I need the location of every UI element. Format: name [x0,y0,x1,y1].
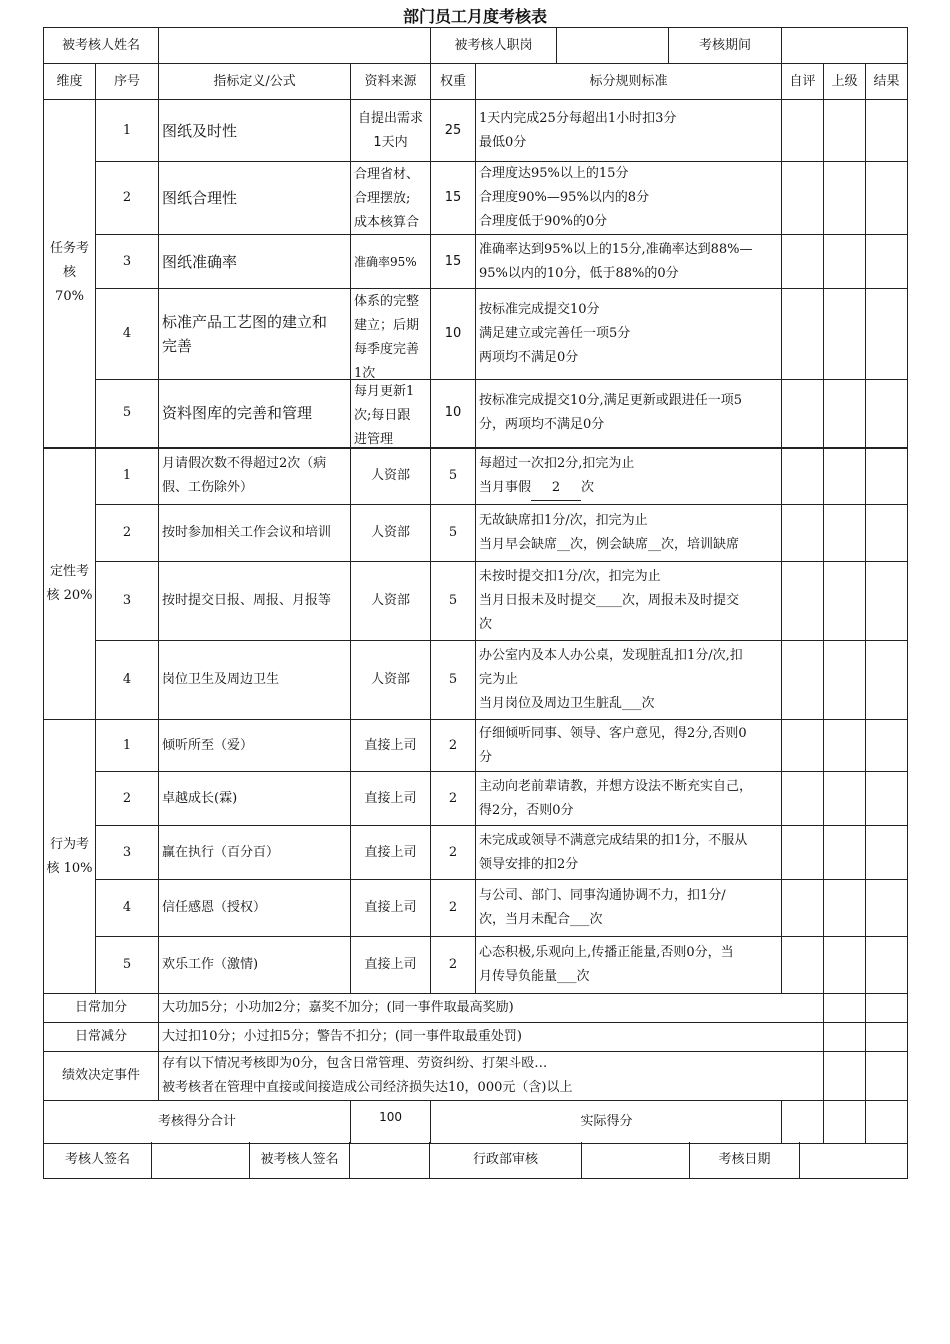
result-field[interactable] [866,720,908,772]
table-row [44,448,908,505]
row-weight: 10 [431,380,476,448]
dim-qual: 定性考 核 20% [44,448,96,720]
blank-cell [866,1101,908,1144]
daily-sub-result-field[interactable] [866,1023,908,1052]
sup-score-field[interactable] [824,562,866,641]
dim-behav: 行为考 核 10% [44,720,96,994]
row-src: 直接上司 [351,720,431,772]
row-no: 4 [96,289,159,380]
assessor-sign-label: 考核人签名 [44,1142,152,1178]
table-row [44,720,908,772]
row-def: 倾听所至（爱） [159,720,351,772]
daily-sub-sup-field[interactable] [824,1023,866,1052]
row-weight: 15 [431,162,476,235]
self-score-field[interactable] [782,235,824,289]
row-def: 标准产品工艺图的建立和 完善 [159,289,351,380]
self-score-field[interactable] [782,826,824,880]
sup-score-field[interactable] [824,772,866,826]
row-def: 卓越成长(霖) [159,772,351,826]
result-field[interactable] [866,880,908,937]
row-rule: 与公司、部门、同事沟通协调不力，扣1分/ 次，当月未配合___次 [476,880,782,937]
col-self: 自评 [782,64,824,100]
row-src: 直接上司 [351,880,431,937]
name-label: 被考核人姓名 [44,28,159,64]
self-score-field[interactable] [782,162,824,235]
sup-score-field[interactable] [824,289,866,380]
decisive-result-field[interactable] [866,1052,908,1101]
blank-cell [824,1101,866,1144]
col-no: 序号 [96,64,159,100]
decisive-sup-field[interactable] [824,1052,866,1101]
daily-sub-text: 大过扣10分；小过扣5分；警告不扣分；(同一事件取最重处罚) [159,1023,824,1052]
self-score-field[interactable] [782,720,824,772]
result-field[interactable] [866,162,908,235]
row-src: 人资部 [351,641,431,720]
table-row [44,505,908,562]
row-no: 1 [96,100,159,162]
row-rule: 按标准完成提交10分 满足建立或完善任一项5分 两项均不满足0分 [476,289,782,380]
assessee-sign-label: 被考核人签名 [250,1142,350,1178]
row-src: 体系的完整 建立；后期 每季度完善 1次 [351,289,431,380]
row-weight: 15 [431,235,476,289]
row-weight: 2 [431,937,476,994]
result-field[interactable] [866,937,908,994]
row-def: 欢乐工作（激情) [159,937,351,994]
row-src: 自提出需求 1天内 [351,100,431,162]
row-src: 合理省材、 合理摆放; 成本核算合 [351,162,431,235]
row-no: 2 [96,505,159,562]
table-row [44,641,908,720]
row-no: 4 [96,880,159,937]
row-rule: 主动向老前辈请教，并想方设法不断充实自己， 得2分，否则0分 [476,772,782,826]
table-row [44,1101,908,1144]
self-score-field[interactable] [782,772,824,826]
self-score-field[interactable] [782,289,824,380]
row-rule: 每超过一次扣2分,扣完为止 当月事假 2 次 [476,448,782,505]
row-def: 图纸合理性 [159,162,351,235]
sup-score-field[interactable] [824,641,866,720]
page-title: 部门员工月度考核表 [402,7,547,26]
table-row [44,1052,908,1101]
leave-count-field[interactable]: 2 [531,476,581,501]
row-no: 1 [96,720,159,772]
row-def: 月请假次数不得超过2次（病 假、工伤除外） [159,448,351,505]
row-weight: 5 [431,562,476,641]
result-field[interactable] [866,100,908,162]
row-no: 1 [96,448,159,505]
table-row [44,380,908,448]
sup-score-field[interactable] [824,505,866,562]
row-rule: 合理度达95%以上的15分 合理度90%—95%以内的8分 合理度低于90%的0分 [476,162,782,235]
table-row [44,235,908,289]
row-rule: 办公室内及本人办公桌，发现脏乱扣1分/次,扣 完为止 当月岗位及周边卫生脏乱___次 [476,641,782,720]
result-field[interactable] [866,562,908,641]
col-result: 结果 [866,64,908,100]
daily-add-label: 日常加分 [44,994,159,1023]
row-def: 资料图库的完善和管理 [159,380,351,448]
row-def: 赢在执行（百分百） [159,826,351,880]
row-rule: 心态积极,乐观向上,传播正能量,否则0分，当 月传导负能量___次 [476,937,782,994]
row-rule: 仔细倾听同事、领导、客户意见，得2分,否则0 分 [476,720,782,772]
self-score-field[interactable] [782,937,824,994]
row-no: 5 [96,937,159,994]
row-weight: 10 [431,289,476,380]
row-weight: 25 [431,100,476,162]
dim-task: 任务考 核 70% [44,100,96,448]
row-src: 准确率95% [351,235,431,289]
row-weight: 5 [431,641,476,720]
daily-add-text: 大功加5分；小功加2分；嘉奖不加分；(同一事件取最高奖励) [159,994,824,1023]
col-rule: 标分规则标准 [476,64,782,100]
result-field[interactable] [866,505,908,562]
row-rule: 1天内完成25分每超出1小时扣3分 最低0分 [476,100,782,162]
row-weight: 5 [431,505,476,562]
table-row [44,100,908,162]
row-src: 人资部 [351,505,431,562]
table-row [44,562,908,641]
row-src: 人资部 [351,562,431,641]
row-weight: 2 [431,772,476,826]
col-dim: 维度 [44,64,96,100]
assessment-table [43,27,908,1144]
table-row [44,162,908,235]
result-field[interactable] [866,235,908,289]
row-src: 人资部 [351,448,431,505]
actual-score-label: 实际得分 [580,1114,633,1129]
self-score-field[interactable] [782,380,824,448]
col-def: 指标定义/公式 [159,64,351,100]
row-no: 4 [96,641,159,720]
self-score-field[interactable] [782,505,824,562]
result-field[interactable] [866,448,908,505]
sup-score-field[interactable] [824,235,866,289]
row-def: 信任感恩（授权） [159,880,351,937]
table-row [44,772,908,826]
sup-score-field[interactable] [824,380,866,448]
assessee-sign-field[interactable] [350,1142,430,1178]
row-no: 3 [96,562,159,641]
date-label: 考核日期 [690,1142,800,1178]
row-no: 2 [96,772,159,826]
row-weight: 2 [431,880,476,937]
daily-add-sup-field[interactable] [824,994,866,1023]
result-field[interactable] [866,826,908,880]
row-src: 每月更新1 次;每日跟 进管理 [351,380,431,448]
signature-table [43,1142,908,1179]
sup-score-field[interactable] [824,826,866,880]
post-label: 被考核人职岗 [431,28,557,63]
table-row [44,880,908,937]
row-src: 直接上司 [351,826,431,880]
row-rule: 按标准完成提交10分,满足更新或跟进任一项5 分，两项均不满足0分 [476,380,782,448]
sup-score-field[interactable] [824,162,866,235]
row-no: 3 [96,235,159,289]
table-row [44,826,908,880]
col-weight: 权重 [431,64,476,100]
total-value: 100 [351,1101,431,1144]
row-no: 3 [96,826,159,880]
self-score-field[interactable] [782,100,824,162]
post-value-field[interactable] [557,28,669,63]
row-weight: 2 [431,720,476,772]
row-def: 岗位卫生及周边卫生 [159,641,351,720]
decisive-label: 绩效决定事件 [44,1052,159,1101]
assessor-sign-field[interactable] [152,1142,250,1178]
row-weight: 2 [431,826,476,880]
sup-score-field[interactable] [824,937,866,994]
row-weight: 5 [431,448,476,505]
self-score-field[interactable] [782,641,824,720]
result-field[interactable] [866,641,908,720]
row-src: 直接上司 [351,772,431,826]
self-score-field[interactable] [782,562,824,641]
decisive-text: 存有以下情况考核即为0分，包含日常管理、劳资纠纷、打架斗殴… 被考核者在管理中直接或间接造成公司经济损失达10，000元（含)以上 [159,1052,824,1101]
daily-add-result-field[interactable] [866,994,908,1023]
table-row [44,994,908,1023]
period-value-field[interactable] [782,28,908,64]
sup-score-field[interactable] [824,448,866,505]
col-src: 资料来源 [351,64,431,100]
result-field[interactable] [866,380,908,448]
self-score-field[interactable] [782,448,824,505]
row-def: 图纸及时性 [159,100,351,162]
table-row [44,289,908,380]
row-rule: 无故缺席扣1分/次，扣完为止 当月早会缺席__次，例会缺席__次，培训缺席 [476,505,782,562]
total-label: 考核得分合计 [44,1101,351,1144]
row-rule: 准确率达到95%以上的15分,准确率达到88%— 95%以内的10分，低于88%的0分 [476,235,782,289]
row-rule: 未按时提交扣1分/次，扣完为止 当月日报未及时提交____次，周报未及时提交 次 [476,562,782,641]
row-src: 直接上司 [351,937,431,994]
row-def: 按时提交日报、周报、月报等 [159,562,351,641]
sup-score-field[interactable] [824,100,866,162]
sup-score-field[interactable] [824,720,866,772]
row-def: 图纸准确率 [159,235,351,289]
admin-review-label: 行政部审核 [430,1142,582,1178]
date-field[interactable] [800,1142,908,1178]
period-label: 考核期间 [699,38,752,53]
self-score-field[interactable] [782,880,824,937]
table-row [44,937,908,994]
row-rule: 未完成或领导不满意完成结果的扣1分，不服从 领导安排的扣2分 [476,826,782,880]
table-row [44,1023,908,1052]
admin-review-field[interactable] [582,1142,690,1178]
sup-score-field[interactable] [824,880,866,937]
row-no: 2 [96,162,159,235]
row-def: 按时参加相关工作会议和培训 [159,505,351,562]
col-sup: 上级 [824,64,866,100]
row-no: 5 [96,380,159,448]
daily-sub-label: 日常减分 [44,1023,159,1052]
name-value-field[interactable] [159,28,431,64]
actual-score-field[interactable] [782,1101,824,1144]
result-field[interactable] [866,772,908,826]
result-field[interactable] [866,289,908,380]
